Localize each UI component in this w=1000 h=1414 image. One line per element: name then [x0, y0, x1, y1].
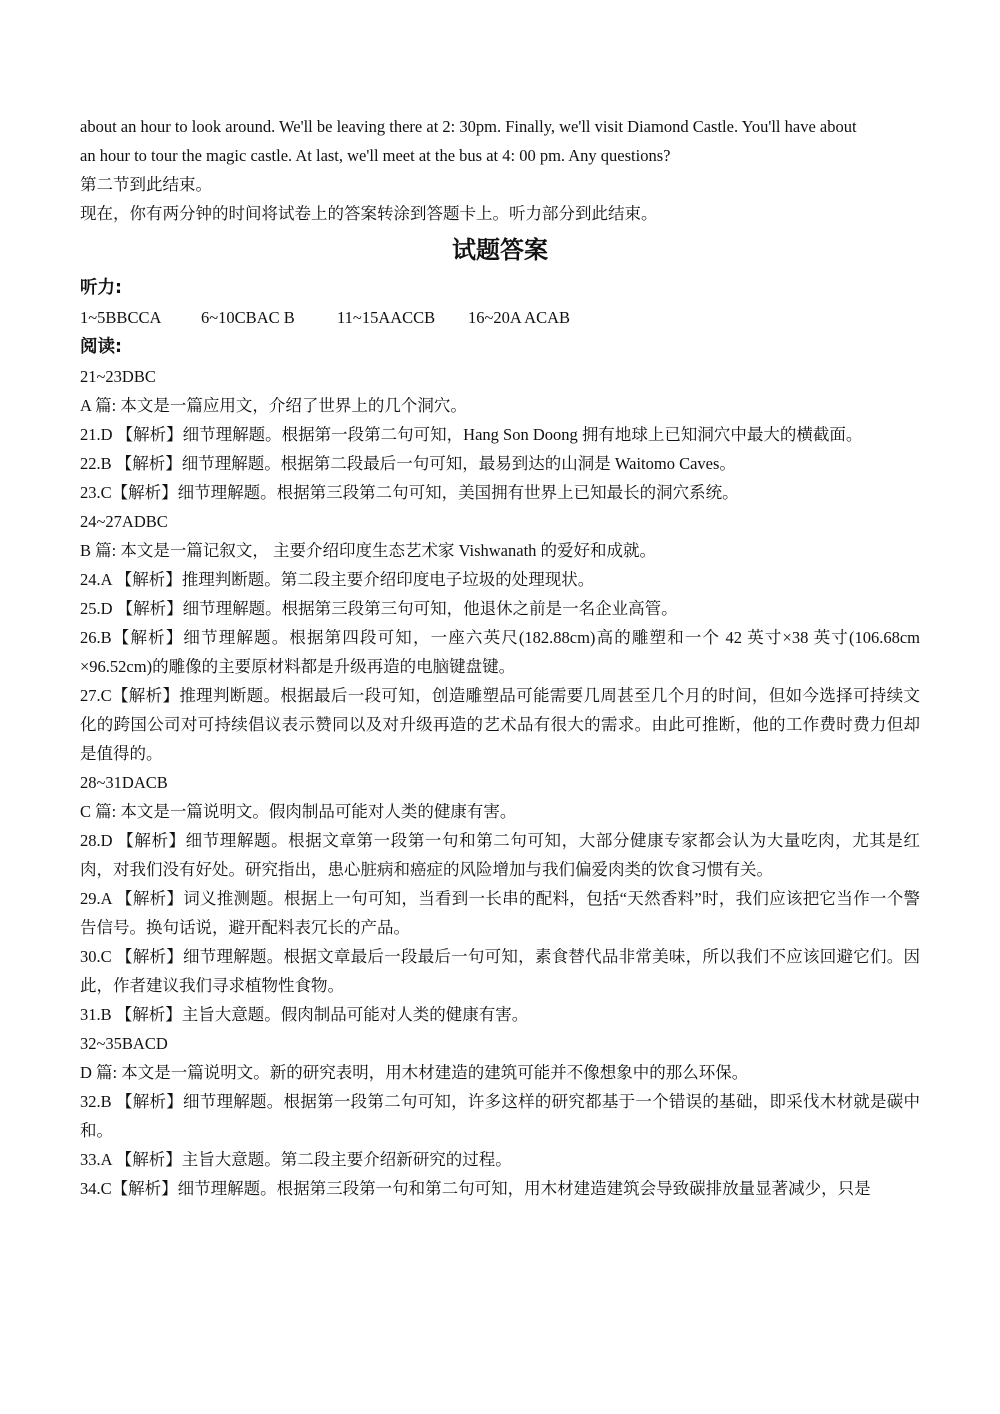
explanation-24: 24.A 【解析】推理判断题。第二段主要介绍印度电子垃圾的处理现状。	[80, 570, 595, 589]
listening-heading: 听力:	[80, 278, 122, 298]
explanation-31: 31.B 【解析】主旨大意题。假肉制品可能对人类的健康有害。	[80, 1005, 529, 1024]
explanation-28: 28.D 【解析】细节理解题。根据文章第一段第一句和第二句可知，大部分健康专家都会认为大量吃肉，尤其是红肉，对我们没有好处。研究指出，患心脏病和癌症的风险增加与我们偏爱肉类的饮食习惯有关。	[80, 831, 920, 879]
passage-a-summary: A 篇: 本文是一篇应用文，介绍了世界上的几个洞穴。	[80, 396, 467, 415]
listening-answer-group: 11~15AACCB	[337, 308, 436, 327]
listening-script-line-3: 第二节到此结束。	[80, 175, 212, 194]
explanation-30: 30.C 【解析】细节理解题。根据文章最后一段最后一句可知，素食替代品非常美味，所以我们不应该回避它们。因此，作者建议我们寻求植物性食物。	[80, 947, 920, 995]
answer-sheet-page	[80, 112, 920, 1203]
passage-b-summary: B 篇: 本文是一篇记叙文， 主要介绍印度生态艺术家 Vishwanath 的爱好和成就。	[80, 541, 657, 560]
passage-a-answers: 21~23DBC	[80, 367, 156, 386]
listening-script-line-1: about an hour to look around. We'll be leaving there at 2: 30pm. Finally, we'll visit Diamond Castle. You'll have about	[80, 117, 857, 136]
passage-b-answers: 24~27ADBC	[80, 512, 168, 531]
explanation-22: 22.B 【解析】细节理解题。根据第二段最后一句可知，最易到达的山洞是 Waitomo Caves。	[80, 454, 736, 473]
listening-answer-group: 1~5BBCCA	[80, 308, 162, 327]
passage-d-answers: 32~35BACD	[80, 1034, 168, 1053]
explanation-21: 21.D 【解析】细节理解题。根据第一段第二句可知，Hang Son Doong 拥有地球上已知洞穴中最大的横截面。	[80, 425, 863, 444]
explanation-29: 29.A 【解析】词义推测题。根据上一句可知，当看到一长串的配料，包括“天然香料”时，我们应该把它当作一个警告信号。换句话说，避开配料表冗长的产品。	[80, 889, 920, 937]
passage-c-summary: C 篇: 本文是一篇说明文。假肉制品可能对人类的健康有害。	[80, 802, 517, 821]
listening-script-line-2: an hour to tour the magic castle. At last, we'll meet at the bus at 4: 00 pm. Any questions?	[80, 146, 671, 165]
listening-answer-group: 6~10CBAC B	[201, 308, 295, 327]
listening-answer-group: 16~20A ACAB	[468, 308, 570, 327]
passage-c-answers: 28~31DACB	[80, 773, 168, 792]
page-title: 试题答案	[452, 236, 548, 264]
explanation-25: 25.D 【解析】细节理解题。根据第三段第三句可知，他退休之前是一名企业高管。	[80, 599, 678, 618]
explanation-32: 32.B 【解析】细节理解题。根据第一段第二句可知，许多这样的研究都基于一个错误的基础，即采伐木材就是碳中和。	[80, 1092, 920, 1140]
explanation-33: 33.A 【解析】主旨大意题。第二段主要介绍新研究的过程。	[80, 1150, 512, 1169]
explanation-23: 23.C【解析】细节理解题。根据第三段第二句可知，美国拥有世界上已知最长的洞穴系统。	[80, 483, 739, 502]
reading-heading: 阅读:	[80, 337, 122, 357]
explanation-34: 34.C【解析】细节理解题。根据第三段第一句和第二句可知，用木材建造建筑会导致碳排放量显著减少，只是	[80, 1179, 871, 1198]
explanation-27: 27.C【解析】推理判断题。根据最后一段可知，创造雕塑品可能需要几周甚至几个月的时间，但如今选择可持续文化的跨国公司对可持续倡议表示赞同以及对升级再造的艺术品有很大的需求。由此可推断，他的工作费时费力但却是值得的。	[80, 686, 920, 763]
passage-d-summary: D 篇: 本文是一篇说明文。新的研究表明，用木材建造的建筑可能并不像想象中的那么环保。	[80, 1063, 749, 1082]
listening-answers	[80, 303, 920, 332]
explanation-26: 26.B【解析】细节理解题。根据第四段可知，一座六英尺(182.88cm)高的雕塑和一个 42 英寸×38 英寸(106.68cm ×96.52cm)的雕像的主要原材料都是升级再造的电脑键盘键。	[80, 628, 920, 676]
listening-script-line-4: 现在，你有两分钟的时间将试卷上的答案转涂到答题卡上。听力部分到此结束。	[80, 204, 658, 223]
